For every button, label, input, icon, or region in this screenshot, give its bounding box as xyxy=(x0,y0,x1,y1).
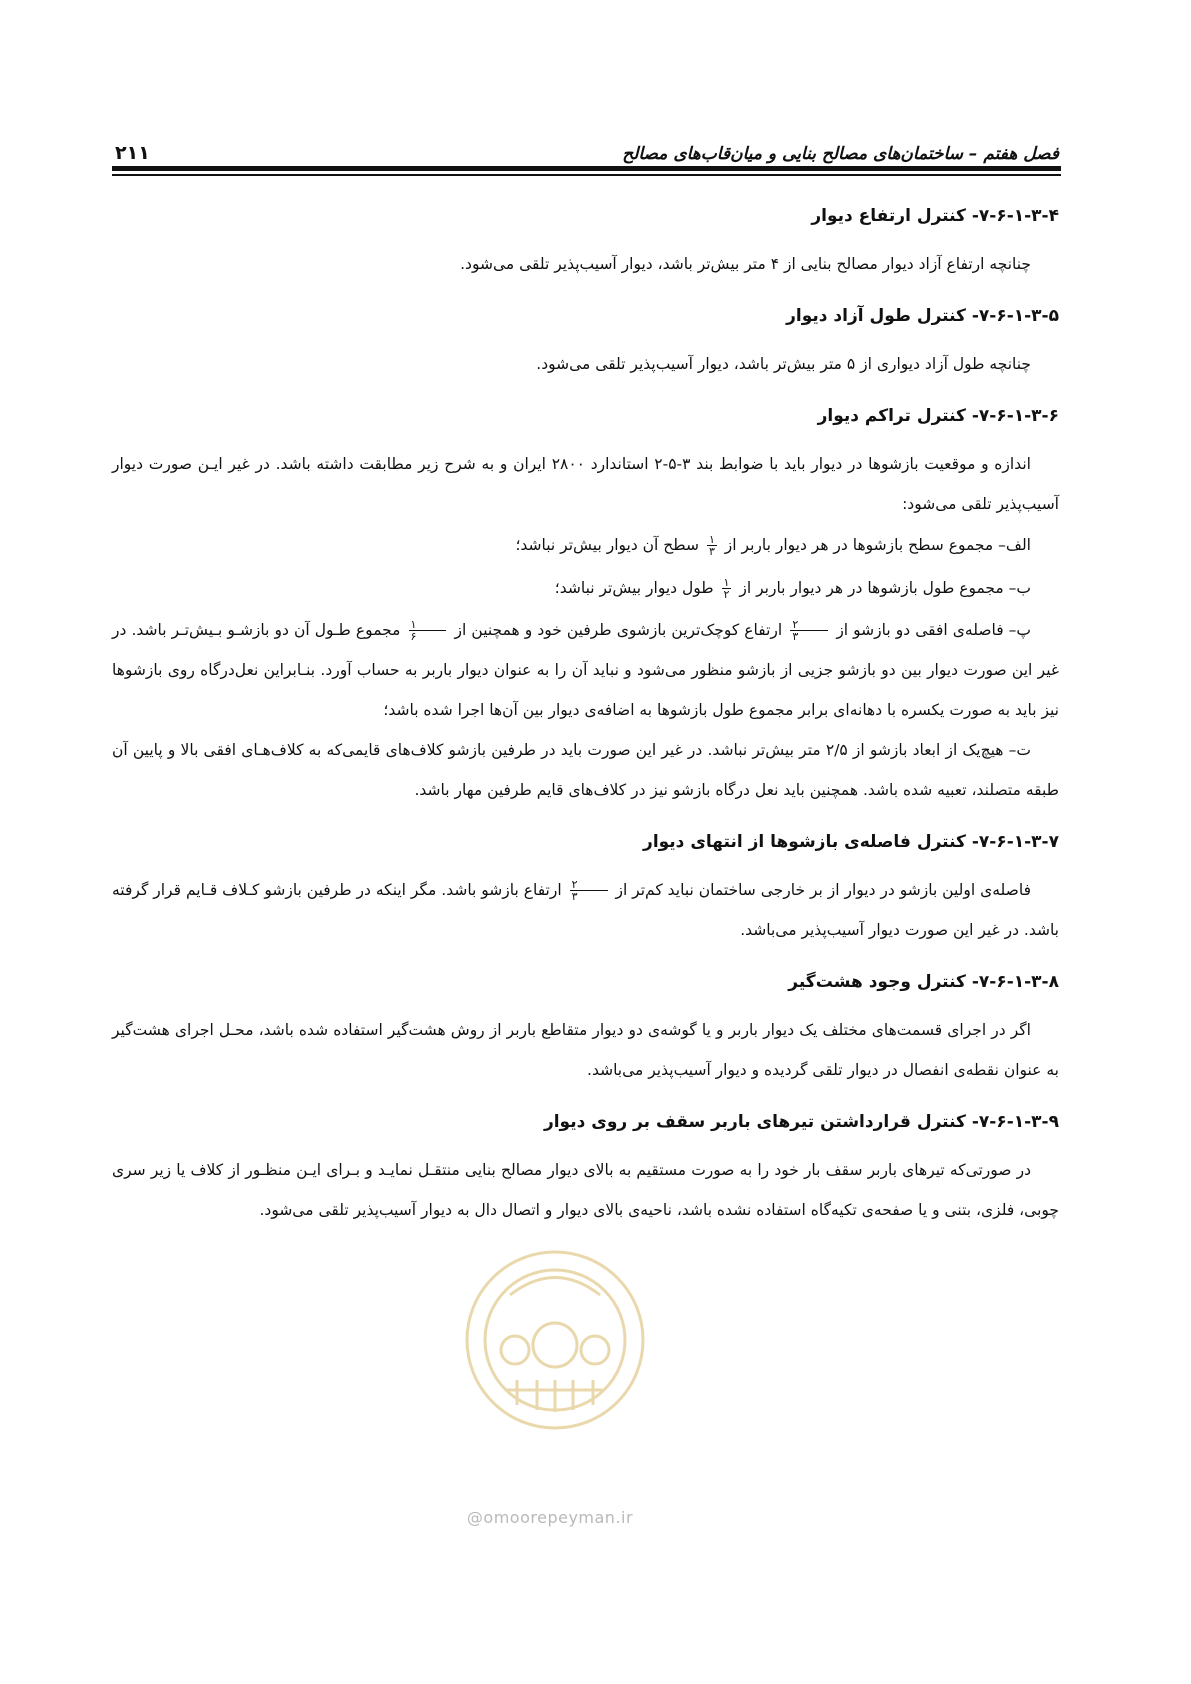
fraction: $\frac{۱}{۲}$ xyxy=(723,576,730,601)
watermark-logo xyxy=(455,1240,655,1440)
fraction: $\frac{۲}{۳}$ xyxy=(790,619,828,642)
page-body xyxy=(112,200,1059,1230)
section-toothing xyxy=(112,966,1059,1090)
section-heading: ۷-۶-۱-۳-۶- کنترل تراکم دیوار xyxy=(817,406,1059,426)
section-paragraph: چنانچه ارتفاع آزاد دیوار مصالح بنایی از ۴ متر بیش‌تر باشد، دیوار آسیب‌پذیر تلقی می‌شود. xyxy=(460,255,1031,273)
section-paragraph: اگر در اجرای قسمت‌های مختلف یک دیوار باربر و یا گوشه‌ی دو دیوار متقاطع باربر از روش هشت‌گیر استفاده شده باشد، محـل اجرای هشت‌گیر به عنوان نقطه‌ی انفصال در دیوار تلقی گردیده و دیوار آسیب‌پذیر می‌باشد. xyxy=(112,1021,1059,1079)
section-intro-paragraph: اندازه و موقعیت بازشوها در دیوار باید با ضوابط بند ۳-۵-۲ استاندارد ۲۸۰۰ ایران و به شرح زیر مطابقت داشته باشد. در غیر ایـن صورت دیوار آسیب‌پذیر تلقی می‌شود: xyxy=(112,455,1059,513)
header-rule-thick xyxy=(112,166,1061,171)
section-heading: ۷-۶-۱-۳-۴- کنترل ارتفاع دیوار xyxy=(811,206,1059,226)
list-item-te: ت– هیچ‌یک از ابعاد بازشو از ۲/۵ متر بیش‌تر نباشد. در غیر این صورت باید در طرفین بازشو کلاف‌های قایمی‌که به کلاف‌هـای افقی بالا و پایین آن طبقه متصلند، تعبیه شده باشد. همچنین باید نعل درگاه بازشو نیز در کلاف‌های قایم طرفین مهار باشد. xyxy=(112,741,1059,799)
page-number: ۲۱۱ xyxy=(115,142,150,164)
section-heading: ۷-۶-۱-۳-۷- کنترل فاصله‌ی بازشوها از انتهای دیوار xyxy=(643,832,1059,852)
list-item-be: ب– مجموع طول بازشوها در هر دیوار باربر از $\frac{۱}{۲}$ طول دیوار بیش‌تر نباشد؛ xyxy=(554,576,1031,601)
list-item-alef: الف– مجموع سطح بازشوها در هر دیوار باربر از $\frac{۱}{۳}$ سطح آن دیوار بیش‌تر نباشد؛ xyxy=(515,533,1031,558)
section-wall-height xyxy=(112,200,1059,284)
fraction: $\frac{۲}{۳}$ xyxy=(570,879,608,902)
running-header xyxy=(115,124,1059,164)
section-roof-beams xyxy=(112,1106,1059,1230)
section-heading: ۷-۶-۱-۳-۵- کنترل طول آزاد دیوار xyxy=(786,306,1059,326)
section-paragraph: چنانچه طول آزاد دیواری از ۵ متر بیش‌تر باشد، دیوار آسیب‌پذیر تلقی می‌شود. xyxy=(536,355,1031,373)
section-wall-density xyxy=(112,400,1059,810)
section-paragraph: فاصله‌ی اولین بازشو در دیوار از بر خارجی ساختمان نباید کم‌تر از $\frac{۲}{۳}$ ارتفاع بازشو باشد. مگر اینکه در طرفین بازشو کـلاف قـایم قرار گرفته باشد. در غیر این صورت دیوار آسیب‌پذیر می‌باشد. xyxy=(112,878,1059,939)
watermark-url: @omoorepeyman.ir xyxy=(466,1508,634,1527)
section-heading: ۷-۶-۱-۳-۹- کنترل قرارداشتن تیرهای باربر سقف بر روی دیوار xyxy=(543,1112,1059,1132)
section-wall-free-length xyxy=(112,300,1059,384)
section-paragraph: در صورتی‌که تیرهای باربر سقف بار خود را به صورت مستقیم به بالای دیوار مصالح بنایی منتقـل نمایـد و بـرای ایـن منظـور از کلاف یا زیر سری چوبی، فلزی، بتنی و یا صفحه‌ی تکیه‌گاه استفاده نشده باشد، ناحیه‌ی بالای دیوار و اتصال دال به دیوار آسیب‌پذیر تلقی می‌شود. xyxy=(112,1161,1059,1219)
header-rule-thin xyxy=(112,174,1061,176)
fraction: $\frac{۱}{۶}$ xyxy=(409,619,447,642)
chapter-title: فصل هفتم – ساختمان‌های مصالح بنایی و میان‌قاب‌های مصالح xyxy=(622,144,1059,164)
fraction: $\frac{۱}{۳}$ xyxy=(708,533,715,558)
section-opening-distance xyxy=(112,826,1059,950)
section-heading: ۷-۶-۱-۳-۸- کنترل وجود هشت‌گیر xyxy=(788,972,1059,992)
list-item-pe: پ– فاصله‌ی افقی دو بازشو از $\frac{۲}{۳}$ ارتفاع کوچک‌ترین بازشوی طرفین خود و همچنین از $\frac{۱}{۶}$ مجموع طـول آن دو بازشـو بـیش‌تـر باشد. در غیر این صورت دیوار بین دو بازشو جزیی از بازشو منظور می‌شود و نباید آن را به عنوان دیوار باربر به حساب آورد. بنـابراین نعل‌درگاه روی بازشوها نیز باید به صورت یکسره با دهانه‌ای برابر مجموع طول بازشوها به اضافه‌ی دیوار بین آن‌ها اجرا شده باشد؛ xyxy=(112,618,1059,719)
